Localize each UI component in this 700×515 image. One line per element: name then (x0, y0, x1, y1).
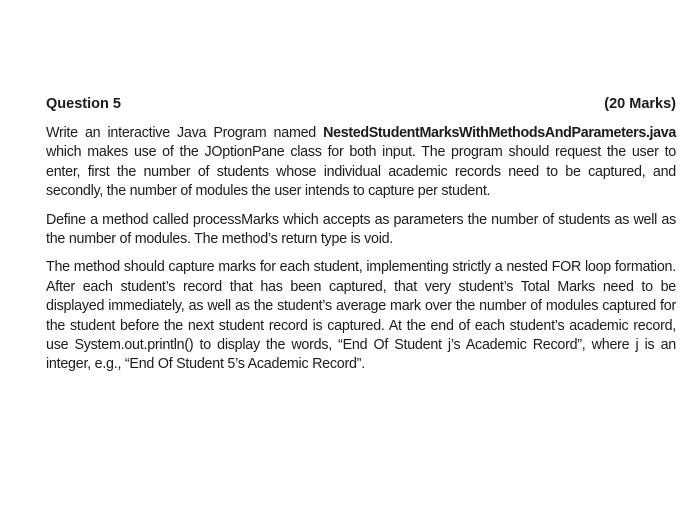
question-title: Question 5 (46, 96, 121, 112)
question-body (46, 124, 676, 384)
paragraph-method-definition: Define a method called processMarks which accepts as parameters the number of students as well as the number of modules. The method’s return type is void. (46, 211, 676, 248)
paragraph-program-description (46, 124, 676, 202)
paragraph-rest-text: which makes use of the JOptionPane class for both input. The program should request the user to enter, first the number of students whose individual academic records need to be captured, and secondly, the number of modules the user intends to capture per student. (46, 144, 676, 200)
program-file-name: NestedStudentMarksWithMethodsAndParameters.java (323, 125, 676, 141)
paragraph-method-behaviour: The method should capture marks for each student, implementing strictly a nested FOR loop formation. After each student’s record that has been captured, that very student’s Total Marks need to be displayed immediately, as well as the student’s average mark over the number of modules captured for the student before the next student record is captured. At the end of each student’s academic record, use System.out.println() to display the words, “End Of Student j’s Academic Record”, where j is an integer, e.g., “End Of Student 5’s Academic Record”. (46, 259, 676, 373)
question-header (46, 96, 676, 112)
paragraph-intro-text: Write an interactive Java Program named (46, 125, 324, 141)
question-marks: (20 Marks) (604, 96, 676, 112)
